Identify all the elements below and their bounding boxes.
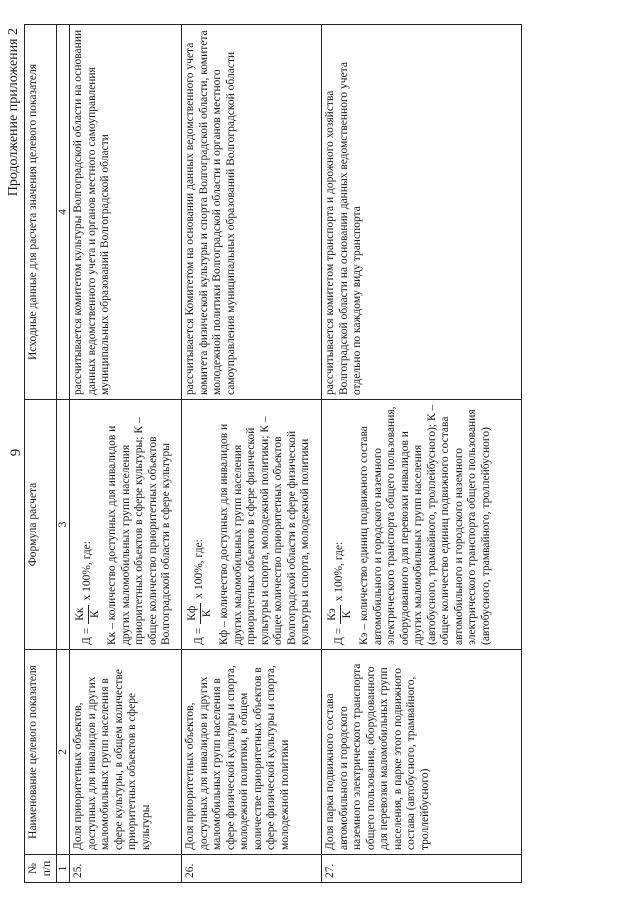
formula-description: Кэ – количество единиц подвижного состава автомобильного и городского наземного электрического транспорта общего пользования, оборудованного для перевозки инвалидов и других маломобильных групп населения (автобусного, трамвайного, троллейбусного); К – общее количество единиц подвижного состава автомобильного и городского наземного электрического транспорта общего пользования (автобусного, трамвайного, троллейбусного) [358,404,492,645]
column-index: 3 [57,400,70,650]
indicator-name: Доля парка подвижного состава автомобильного и городского наземного электрического транспорта общего пользования, оборудованного для перевозки маломобильных групп населения, в парке этого подвижного состава (автобусного, трамвайного, троллейбусного) [322,650,522,855]
fraction-denominator: К [88,610,101,618]
fraction [186,603,214,624]
formula-description: Кф – количество доступных для инвалидов и других маломобильных групп населения приоритетных объектов в сфере физической культуры и спорта, молодежной политики; К – общее количество приоритетных объектов Волгоградской области в сфере физической культуры и спорта, молодежной политики [218,416,311,645]
column-index: 2 [57,650,70,855]
data-source: рассчитывается комитетом культуры Волгоградской области на основании данных ведомственного учета и органов местного самоуправления муниципальных образований Волгоградской области [70,25,182,400]
header-formula: Формула расчета [25,400,57,650]
data-source: рассчитывается комитетом транспорта и дорожного хозяйства Волгоградской области на основании данных ведомственного учета отдельно по каждому виду транспорта [322,25,522,400]
formula-left: Д = [333,627,346,645]
row-number: 27. [322,855,522,883]
page-number: 9 [8,448,24,457]
formula-right: x 100%, где: [333,541,346,602]
formula [74,541,102,645]
row-number: 26. [182,855,322,883]
formula [186,539,214,645]
row-number: 25. [70,855,182,883]
formula-left: Д = [81,627,94,645]
indicator-name: Доля приоритетных объектов, доступных для инвалидов и других маломобильных групп населения в сфере культуры, в общем количестве приоритетных объектов в сфере культуры [70,650,182,855]
formula-right: x 100%, где: [81,541,94,601]
header-source: Исходные данные для расчета значения целевого показателя [25,25,57,400]
formula-right: x 100%, где: [193,539,206,599]
formula-cell [182,400,322,650]
fraction-numerator: Кк [74,605,89,624]
fraction-denominator: К [340,610,353,619]
continuation-label: Продолжение приложения 2 [6,28,21,197]
table-row [182,25,322,883]
fraction-numerator: Кф [186,603,201,624]
formula [326,542,354,645]
table-row [322,25,522,883]
table-header-row [25,25,57,883]
fraction [326,605,354,623]
fraction-denominator: К [200,609,213,618]
fraction-numerator: Кэ [326,605,341,623]
header-name: Наименование целевого показателя [25,650,57,855]
fraction [74,605,102,624]
formula-cell [70,400,182,650]
data-source: рассчитывается Комитетом на основании данных ведомственного учета комитета физической культуры и спорта Волгоградской области, комитета молодежной политики Волгоградской области и органов местного самоуправления муниципальных образований Волгоградской области [182,25,322,400]
formula-cell [322,400,522,650]
column-index: 4 [57,25,70,400]
indicator-name: Доля приоритетных объектов, доступных для инвалидов и других маломобильных групп населения в сфере физической культуры и спорта, молодежной политики, в общем количестве приоритетных объектов в сфере физической культуры и спорта, молодежной политики [182,650,322,855]
column-index: 1 [57,855,70,883]
header-num: № п/п [25,855,57,883]
table-row [70,25,182,883]
indicator-table [24,24,522,883]
formula-left: Д = [193,627,206,645]
column-index-row [57,25,70,883]
formula-description: Кк – количество доступных для инвалидов и других маломобильных групп населения приоритетных объектов в сфере культуры; К – общее количество приоритетных объектов Волгоградской области в сфере культуры [106,417,172,645]
